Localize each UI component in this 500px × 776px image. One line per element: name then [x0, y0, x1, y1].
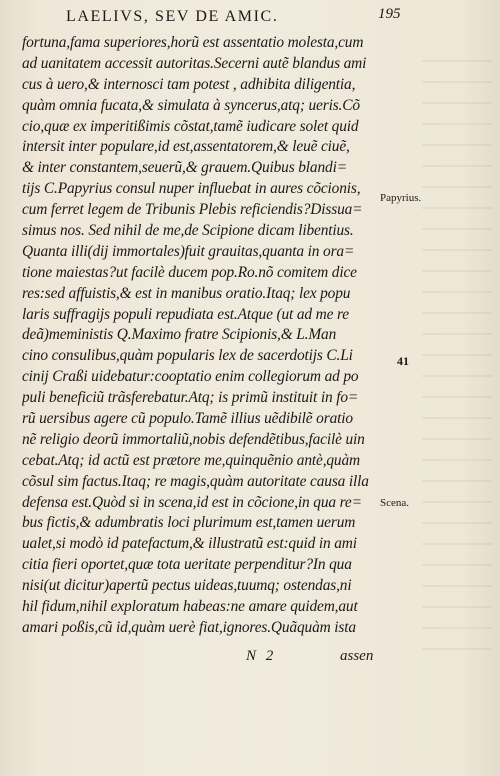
text-line: Quanta illi(dij immortales)fuit grauitas,quanta in ora=: [22, 242, 355, 260]
text-line: res:sed affuistis,& est in manibus oratio.Itaq; lex popu: [22, 284, 351, 302]
margin-note-scena: Scena.: [380, 497, 410, 509]
text-line: cus à uero,& internosci tam potest , adhibita diligentia,: [22, 75, 356, 93]
page-number: 195: [378, 6, 401, 22]
text-line: nisi(ut dicitur)apertũ pectus uideas,tuumq; ostendas,ni: [22, 577, 352, 595]
text-line: bus fictis,& adumbratis loci plurimum est,tamen uerum: [22, 514, 356, 532]
text-line: hil fidum,nihil exploratum habeas:ne amare quidem,aut: [22, 598, 358, 616]
text-line: cino consulibus,quàm popularis lex de sacerdotijs C.Li: [22, 347, 353, 365]
text-line: tione maiestas?ut facilè ducem pop.Ro.nõ comitem dice: [22, 263, 357, 281]
text-line: cebat.Atq; id actũ est prætore me,quinquẽnio antè,quàm: [22, 451, 360, 469]
text-line: cum ferret legem de Tribunis Plebis reficiendis?Dissua=: [22, 201, 363, 219]
margin-note-number: 41: [397, 354, 409, 368]
text-line: defensa est.Quòd si in scena,id est in cõcione,in qua re=: [22, 493, 362, 511]
catchword: assen: [340, 648, 374, 664]
text-line: cio,quæ ex imperitißimis cõstat,tamẽ iudicare solet quid: [22, 117, 359, 135]
show-through-texture: [422, 60, 492, 660]
text-line: cinij Craßi uidebatur:cooptatio enim collegiorum ad po: [22, 368, 359, 386]
text-line: ualet,si modò id patefactum,& illustratũ est:quid in ami: [22, 535, 357, 553]
text-line: simus nos. Sed nihil de me,de Scipione dicam libentius.: [22, 222, 354, 240]
text-line: intersit inter populare,id est,assentatorem,& leuẽ ciuẽ,: [22, 138, 350, 156]
text-line: & inter constantem,seuerũ,& grauem.Quibus blandi=: [22, 159, 347, 177]
text-line: nẽ religio deorũ immortaliũ,nobis defendẽtibus,facilè uin: [22, 430, 365, 448]
running-title: LAELIVS, SEV DE AMIC.: [66, 8, 279, 25]
margin-note-papyrius: Papyrius.: [380, 192, 422, 204]
text-line: quàm omnia fucata,& simulata à syncerus,atq; ueris.Cõ: [22, 96, 360, 114]
text-line: deã)meministis Q.Maximo fratre Scipionis,& L.Man: [22, 326, 337, 344]
text-line: rũ uersibus agere cũ populo.Tamẽ illius uẽdibilẽ oratio: [22, 410, 353, 428]
text-line: puli beneficiũ trãsferebatur.Atq; is primũ instituit in fo=: [22, 389, 359, 407]
text-line: tijs C.Papyrius consul nuper influebat in aures cõcionis,: [22, 180, 361, 198]
body-text: [22, 33, 374, 639]
text-line: fortuna,fama superiores,horũ est assentatio molesta,cum: [22, 34, 364, 51]
text-line: ad uanitatem accessit autoritas.Secerni autẽ blandus ami: [22, 54, 367, 72]
text-line: amari poßis,cũ id,quàm uerè fiat,ignores.Quãquàm ista: [22, 618, 356, 636]
text-line: cõsul sim factus.Itaq; re magis,quàm autoritate causa illa: [22, 472, 369, 490]
text-line: laris suffragijs populi repudiata est.Atque (ut ad me re: [22, 305, 349, 323]
signature-mark: N 2: [246, 648, 277, 664]
text-line: citia fieri oportet,quæ tota ueritate perpenditur?In qua: [22, 556, 352, 574]
